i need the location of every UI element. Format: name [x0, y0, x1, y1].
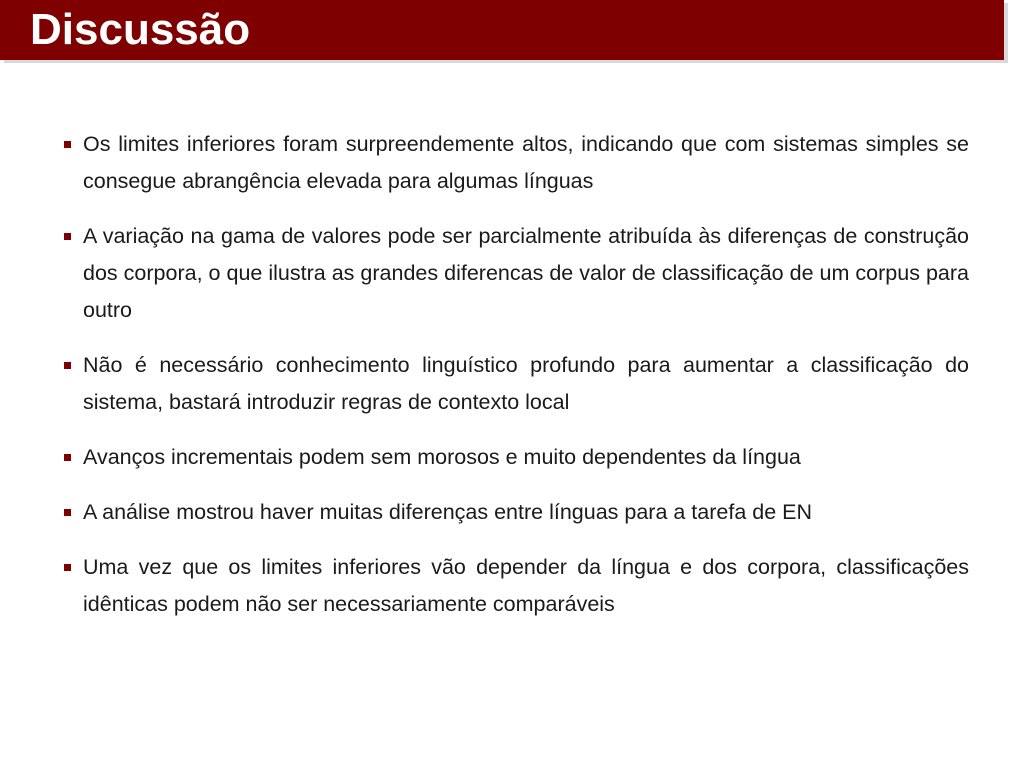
square-bullet-icon [64, 564, 71, 571]
bullet-item [62, 439, 969, 476]
bullet-text: Não é necessário conhecimento linguístico profundo para aumentar a classificação do sistema, bastará introduzir regras de contexto local [83, 353, 969, 414]
bullet-text: Os limites inferiores foram surpreendemente altos, indicando que com sistemas simples se consegue abrangência elevada para algumas línguas [83, 132, 969, 193]
square-bullet-icon [64, 362, 71, 369]
bullet-item [62, 126, 969, 200]
square-bullet-icon [64, 454, 71, 461]
title-bar [0, 0, 1004, 60]
bullet-list [62, 126, 969, 641]
bullet-text: Uma vez que os limites inferiores vão depender da língua e dos corpora, classificações idênticas podem não ser necessariamente comparáveis [83, 555, 969, 616]
bullet-item [62, 347, 969, 421]
bullet-item [62, 549, 969, 623]
slide-title: Discussão [30, 5, 251, 54]
square-bullet-icon [64, 509, 71, 516]
square-bullet-icon [64, 141, 71, 148]
bullet-item [62, 494, 969, 531]
square-bullet-icon [64, 233, 71, 240]
bullet-text: A variação na gama de valores pode ser parcialmente atribuída às diferenças de construção dos corpora, o que ilustra as grandes diferencas de valor de classificação de um corpus para outro [83, 224, 969, 322]
bullet-text: A análise mostrou haver muitas diferenças entre línguas para a tarefa de EN [83, 500, 813, 524]
bullet-item [62, 218, 969, 329]
bullet-text: Avanços incrementais podem sem morosos e muito dependentes da língua [83, 445, 801, 469]
